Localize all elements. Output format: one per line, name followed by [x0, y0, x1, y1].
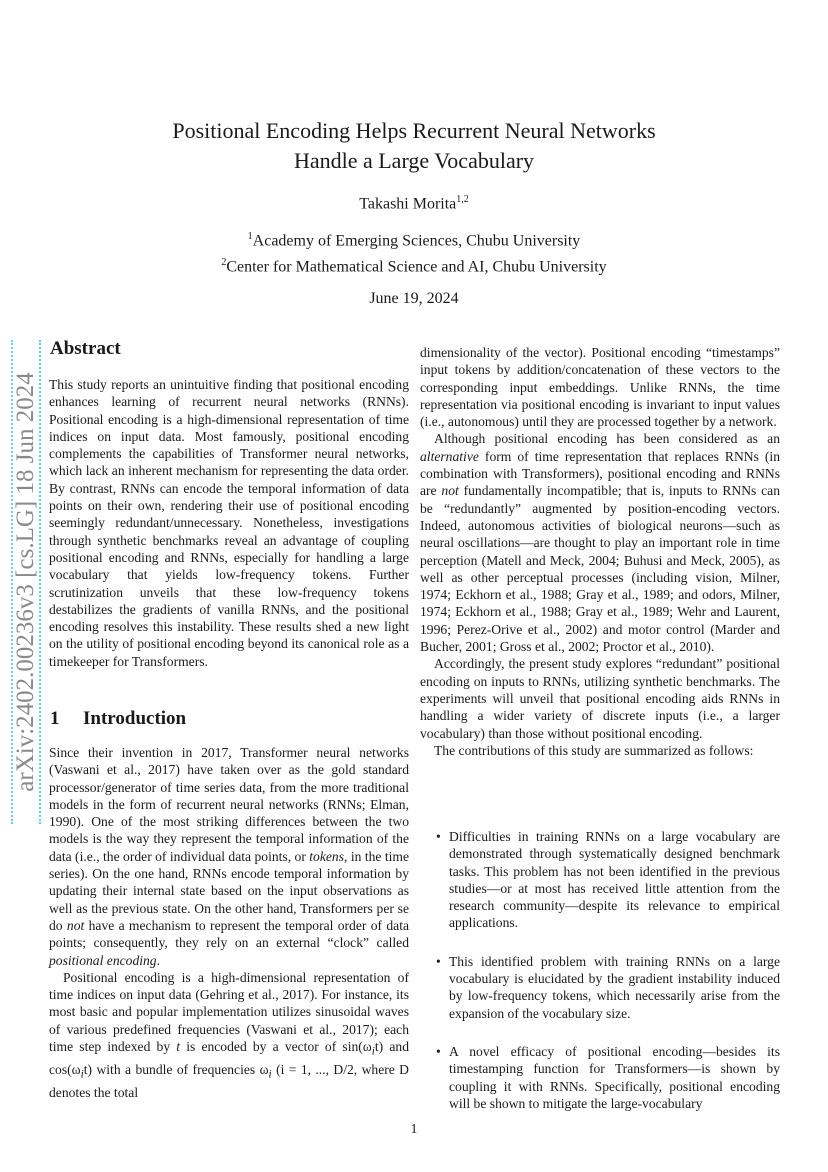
title-line-1: Positional Encoding Helps Recurrent Neural Networks [172, 118, 656, 143]
affiliation-2-text: Center for Mathematical Science and AI, Chubu University [226, 258, 607, 276]
intro-paragraph-4: Although positional encoding has been considered as an alternative form of time representation that replaces RNNs (in combination with Transformers), positional encoding and RNNs are not fundamentally incompatible; that is, inputs to RNNs can be “redundantly” augmented by position-encoding vectors. Indeed, autonomous activities of biological neurons—such as neural oscillations—are thought to play an important role in time perception (Matell and Meck, 2004; Buhusi and Meck, 2005), as well as other perceptual processes (including vision, Milner, 1974; Eckhorn et al., 1988; Gray et al., 1989; and odors, Milner, 1974; Eckhorn et al., 1988; Gray et al., 1989; Wehr and Laurent, 1996; Perez-Orive et al., 2002) and motor control (Marder and Bucher, 2001; Gross et al., 2002; Proctor et al., 2010). [420, 431, 780, 655]
page-number: 1 [410, 1122, 418, 1137]
affiliation-1-mark: 1 [247, 231, 253, 242]
author [0, 194, 828, 213]
title-line-2: Handle a Large Vocabulary [293, 148, 535, 173]
intro-paragraph-3: dimensionality of the vector). Positional encoding “timestamps” input tokens by addition/concatenation of these vectors to the corresponding input embeddings. Unlike RNNs, the time representation via positional encoding is invariant to input values (i.e., autonomous) until they are processed together by a network. [420, 345, 780, 430]
author-name: Takashi Morita [359, 195, 457, 213]
bullet-marker: • [436, 829, 441, 844]
bullet-marker: • [436, 953, 441, 969]
intro-right-column [420, 344, 780, 759]
bullet-list [420, 828, 780, 1112]
paper-date: June 19, 2024 [369, 290, 459, 307]
paper-title [0, 116, 828, 176]
arxiv-id: arXiv:2402.00236v3 [cs.LG] 18 Jun 2024 [12, 372, 39, 792]
section-heading-introduction [50, 708, 186, 730]
abstract-heading: Abstract [50, 338, 121, 359]
abstract-body [49, 376, 409, 670]
bullet-item-3: • A novel efficacy of positional encoding—besides its timestamping function for Transformers—is shown by coupling it with RNNs. Specifically, positional encoding will be shown to mitigate the large-vocabulary [436, 1043, 780, 1111]
affiliation-2-mark: 2 [221, 257, 227, 269]
intro-paragraph-5: Accordingly, the present study explores “redundant” positional encoding on inputs to RNNs, utilizing synthetic benchmarks. The experiments will unveil that positional encoding aids RNNs in handling a wider variety of discrete inputs (i.e., a larger vocabulary) than those without positional encoding. [420, 656, 780, 741]
bullet-item-1: • Difficulties in training RNNs on a large vocabulary are demonstrated through systematically designed benchmark tasks. This problem has not been identified in the previous studies—or at most has received little attention from the research community—despite its relevance to empirical applications. [436, 829, 780, 931]
arxiv-stamp [6, 340, 46, 824]
section-number: 1 [50, 708, 60, 729]
intro-paragraph-6: The contributions of this study are summarized as follows: [434, 742, 754, 758]
bullet-marker: • [436, 1043, 441, 1059]
bullet-item-2: • This identified problem with training RNNs on a large vocabulary is elucidated by the gradient instability induced by low-frequency tokens, which necessarily arise from the expansion of the vocabulary size. [436, 953, 780, 1021]
author-affiliation-marks: 1,2 [456, 194, 469, 205]
affiliations [0, 226, 828, 279]
affiliation-1-text: Academy of Emerging Sciences, Chubu University [252, 232, 581, 250]
intro-paragraph-2: Positional encoding is a high-dimensional representation of time indices on input data (Gehring et al., 2017). For instance, its most basic and popular implementation utilizes sinusoidal waves of various predefined frequencies (Vaswani et al., 2017); each time step indexed by t is encoded by a vector of $\sin(\omega_it)$ and $\cos(\omega_it)$ with a bundle of frequencies $\omega_i$ (i = 1, ..., D/2, where D denotes the total [49, 969, 409, 1101]
intro-paragraph-1: Since their invention in 2017, Transformer neural networks (Vaswani et al., 2017) have taken over as the gold standard processor/generator of time series data, from the more traditional models in the form of recurrent neural networks (RNNs; Elman, 1990). One of the most striking differences between the two models is the way they represent the temporal information of the data (i.e., the order of individual data points, or tokens, in the time series). On the one hand, RNNs encode temporal information by updating their internal state based on the input observations as well as the previous state. On the other hand, Transformers per se do not have a mechanism to represent the temporal order of data points; consequently, they rely on an external “clock” called positional encoding. [49, 745, 410, 968]
section-title: Introduction [83, 708, 187, 729]
affiliation-2 [0, 252, 828, 278]
contributions-list [420, 828, 780, 1112]
abstract-text: This study reports an unintuitive finding that positional encoding enhances learning of recurrent neural networks (RNNs). Positional encoding is a high-dimensional representation of time indices on input data. Most famously, positional encoding complements the capabilities of Transformer neural networks, which lack an inherent mechanism for representing the data order. By contrast, RNNs can encode the temporal information of data points on their own, rendering their use of positional encoding seemingly redundant/unnecessary. Nonetheless, investigations through synthetic benchmarks reveal an advantage of coupling positional encoding and RNNs, especially for handling a large vocabulary that yields low-frequency tokens. Further scrutinization unveils that these low-frequency tokens destabilizes the gradients of vanilla RNNs, and the positional encoding resolves this instability. These results shed a new light on the utility of positional encoding beyond its canonical role as a timekeeper for Transformers. [49, 377, 409, 669]
affiliation-1 [0, 226, 828, 252]
intro-left-column [49, 744, 409, 1101]
